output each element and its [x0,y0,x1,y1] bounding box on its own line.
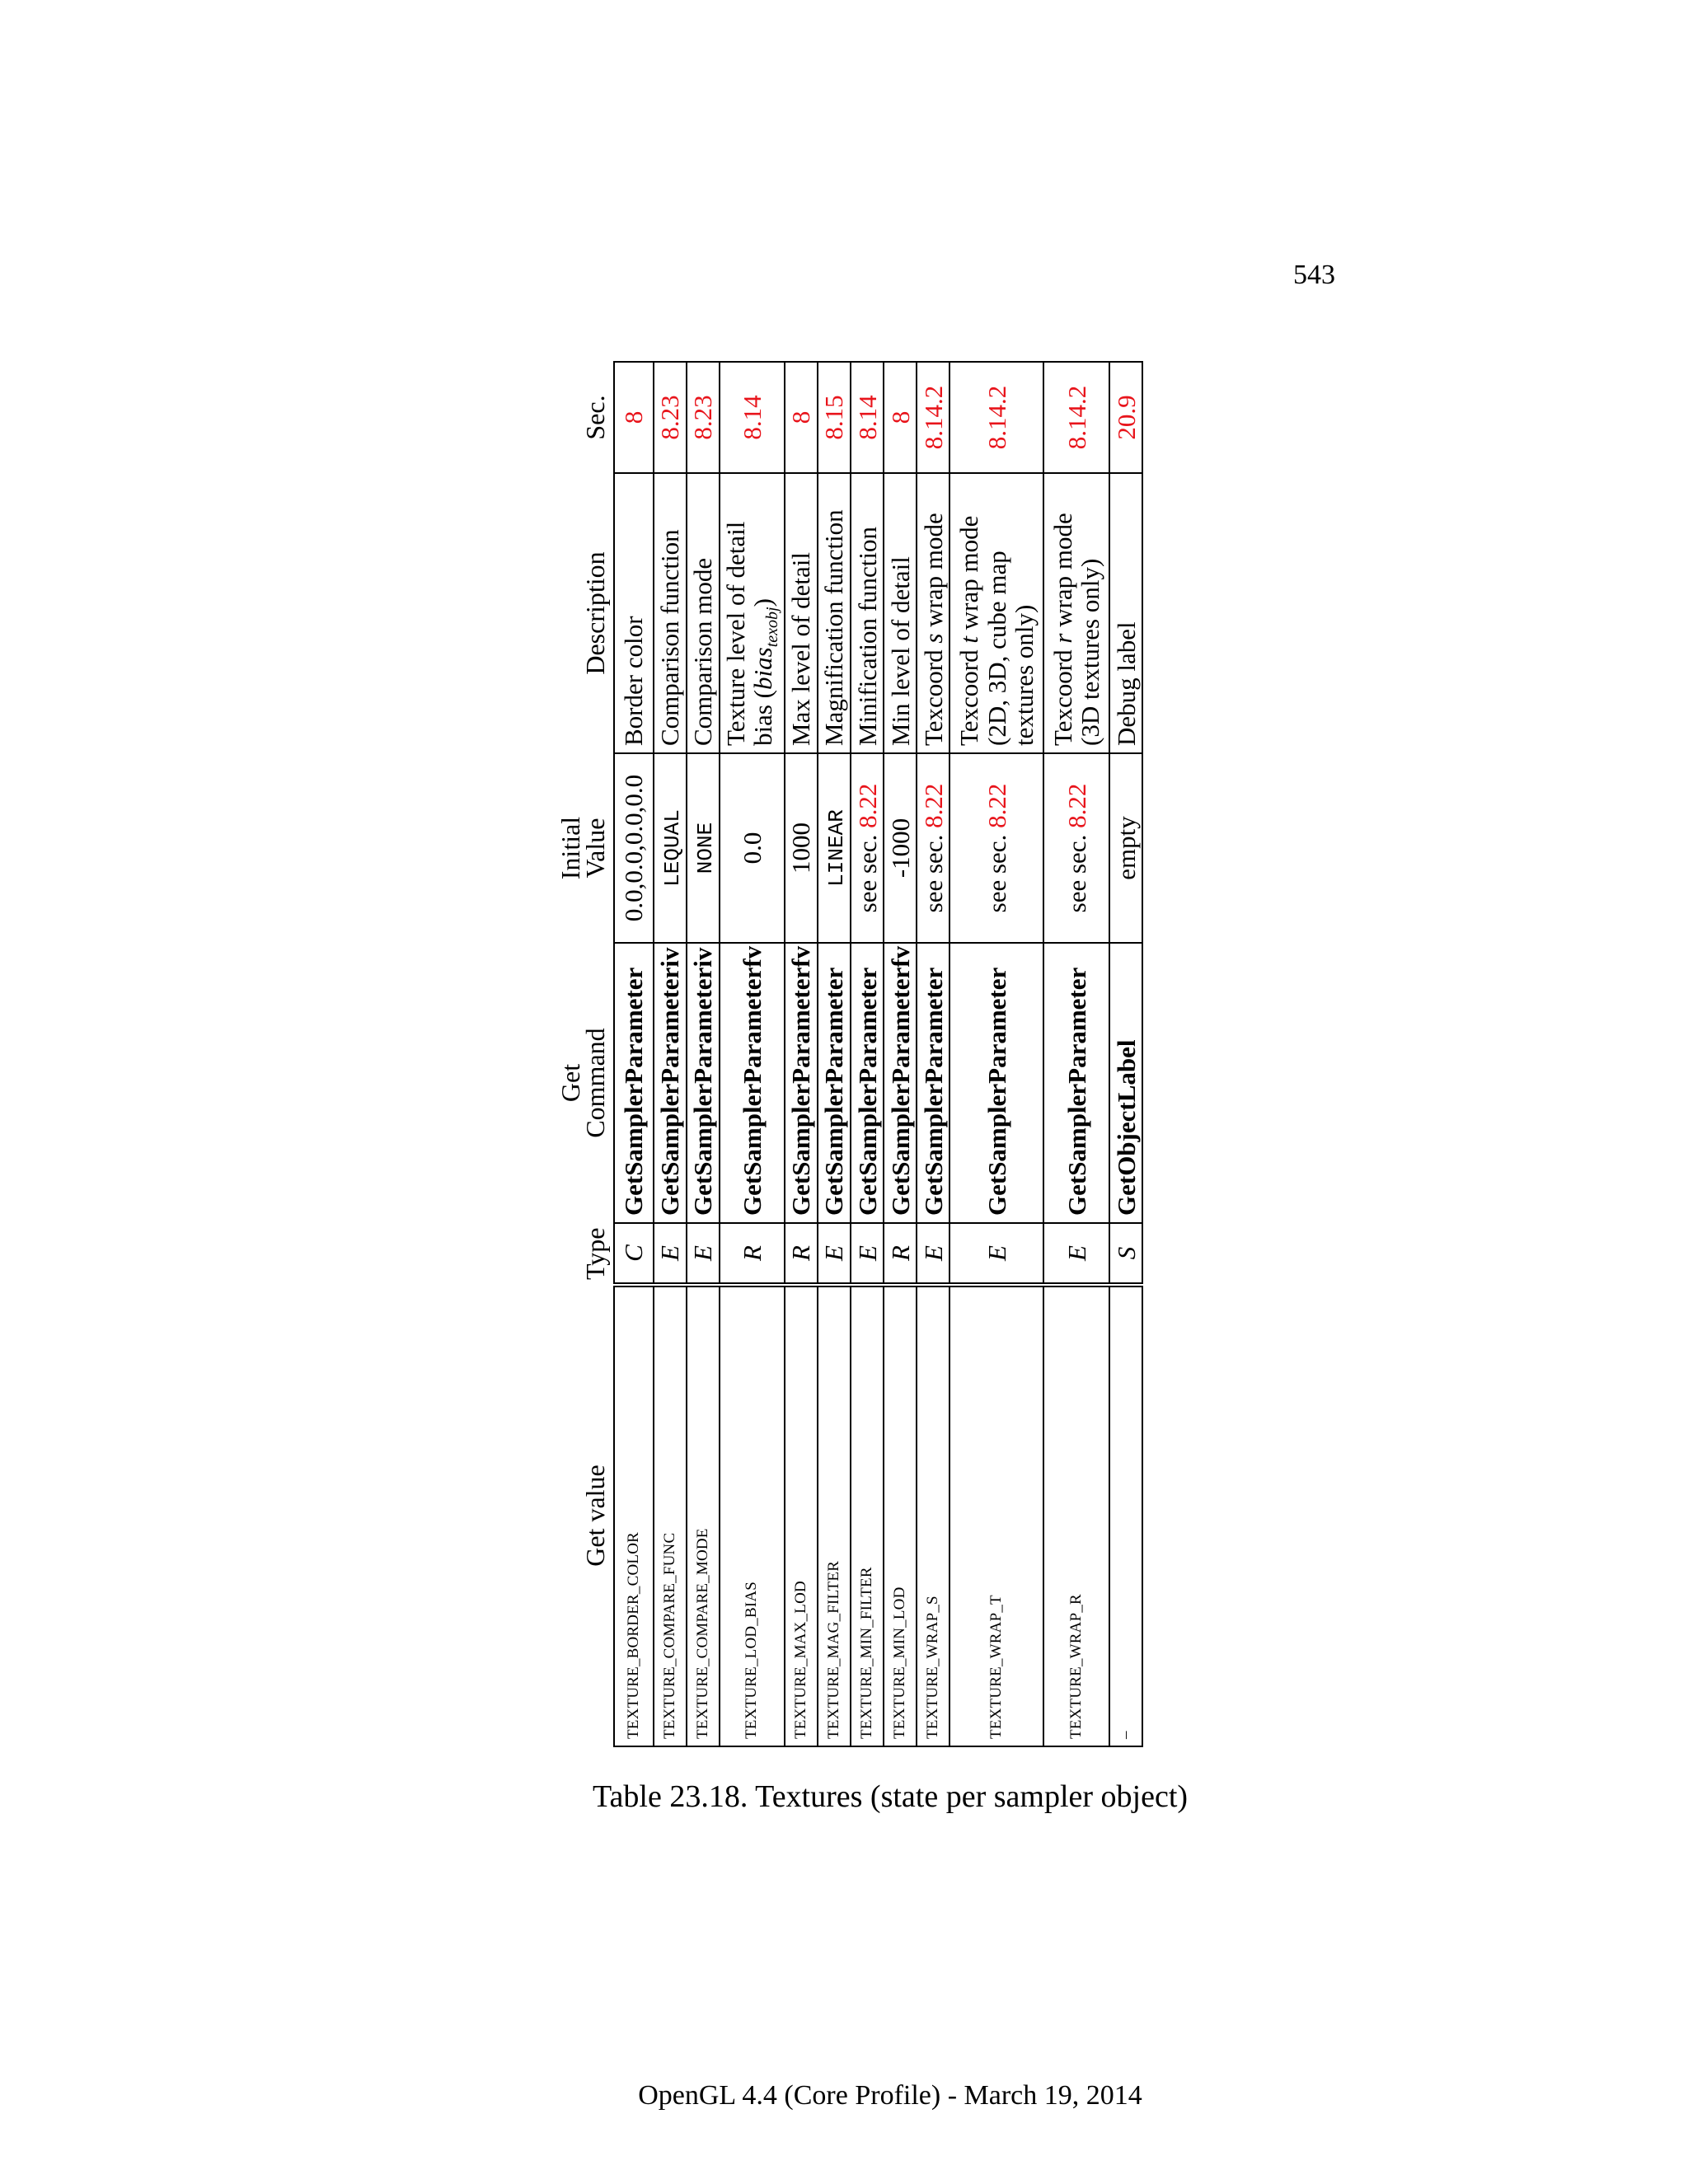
table-row [1109,362,1142,1746]
cell-sec-link[interactable]: 8 [614,362,654,473]
table-row [1043,362,1109,1746]
cell-sec-link[interactable]: 8 [785,362,818,473]
table-row [917,362,950,1746]
table-caption: Table 23.18. Textures (state per sampler object) [592,1779,1189,1814]
table-row [720,362,785,1746]
cell-type: R [720,1223,785,1285]
cell-initial-value: see sec. 8.22 [851,753,884,943]
cell-command: GetSamplerParameter [917,943,950,1223]
cell-initial-value: see sec. 8.22 [917,753,950,943]
cell-sec-link[interactable]: 8.23 [654,362,687,473]
cell-description: Min level of detail [884,473,917,753]
cell-description: Comparison function [654,473,687,753]
cell-initial-value: -1000 [884,753,917,943]
table-row [687,362,720,1746]
cell-type: E [687,1223,720,1285]
cell-command: GetSamplerParameter [851,943,884,1223]
table-row [950,362,1043,1746]
cell-description: Texcoord r wrap mode (3D textures only) [1043,473,1109,753]
header-sec: Sec. [580,395,611,440]
cell-sec-link[interactable]: 8 [884,362,917,473]
table-row [851,362,884,1746]
cell-type: E [1043,1223,1109,1285]
cell-type: C [614,1223,654,1285]
cell-initial-value: empty [1109,753,1142,943]
cell-description: Texcoord t wrap mode (2D, 3D, cube map textures only) [950,473,1043,753]
cell-get-value: – [1109,1285,1142,1746]
section-ref-link[interactable]: 8.22 [918,783,948,828]
cell-initial-value: 0.0 [720,753,785,943]
rotated-table-container [556,363,1141,1747]
cell-sec-link[interactable]: 8.14 [720,362,785,473]
section-ref-link[interactable]: 8.22 [1062,783,1091,828]
cell-command: GetSamplerParameter [614,943,654,1223]
cell-command: GetSamplerParameteriv [687,943,720,1223]
table-row [785,362,818,1746]
cell-description: Texcoord s wrap mode [917,473,950,753]
table-row [614,362,654,1746]
cell-type: E [818,1223,851,1285]
cell-type: E [950,1223,1043,1285]
cell-type: R [785,1223,818,1285]
cell-initial-value: see sec. 8.22 [1043,753,1109,943]
cell-description: Max level of detail [785,473,818,753]
cell-get-value: TEXTURE_BORDER_COLOR [614,1285,654,1746]
cell-get-value: TEXTURE_COMPARE_FUNC [654,1285,687,1746]
header-type: Type [580,1227,611,1280]
cell-command: GetSamplerParameter [1043,943,1109,1223]
cell-get-value: TEXTURE_LOD_BIAS [720,1285,785,1746]
header-initial-value: Initial Value [556,816,611,880]
cell-get-value: TEXTURE_WRAP_S [917,1285,950,1746]
cell-description: Texture level of detail bias (bias$_{texobj}$) [720,473,785,753]
cell-get-value: TEXTURE_WRAP_R [1043,1285,1109,1746]
cell-description: Magnification function [818,473,851,753]
cell-get-value: TEXTURE_COMPARE_MODE [687,1285,720,1746]
cell-initial-value: 1000 [785,753,818,943]
cell-command: GetSamplerParameteriv [654,943,687,1223]
page-number: 543 [1293,260,1335,290]
cell-sec-link[interactable]: 8.23 [687,362,720,473]
state-table [556,361,1143,1747]
cell-command: GetSamplerParameterfv [785,943,818,1223]
cell-sec-link[interactable]: 8.14.2 [950,362,1043,473]
cell-get-value: TEXTURE_MIN_FILTER [851,1285,884,1746]
cell-sec-link[interactable]: 8.14.2 [917,362,950,473]
cell-description: Comparison mode [687,473,720,753]
cell-initial-value: LEQUAL [654,753,687,943]
section-ref-link[interactable]: 8.22 [852,783,882,828]
cell-type: E [851,1223,884,1285]
table-row [654,362,687,1746]
cell-get-value: TEXTURE_WRAP_T [950,1285,1043,1746]
cell-get-value: TEXTURE_MIN_LOD [884,1285,917,1746]
cell-type: E [917,1223,950,1285]
section-ref-link[interactable]: 8.22 [982,783,1011,828]
cell-type: E [654,1223,687,1285]
cell-initial-value: NONE [687,753,720,943]
table-row [818,362,851,1746]
cell-description: Border color [614,473,654,753]
cell-description: Minification function [851,473,884,753]
cell-command: GetSamplerParameterfv [884,943,917,1223]
cell-sec-link[interactable]: 8.14 [851,362,884,473]
cell-initial-value: LINEAR [818,753,851,943]
cell-command: GetObjectLabel [1109,943,1142,1223]
cell-command: GetSamplerParameter [818,943,851,1223]
table-header-row [556,362,614,1746]
cell-sec-link[interactable]: 8.15 [818,362,851,473]
cell-type: S [1109,1223,1142,1285]
cell-sec-link[interactable]: 8.14.2 [1043,362,1109,473]
cell-initial-value: see sec. 8.22 [950,753,1043,943]
cell-description: Debug label [1109,473,1142,753]
cell-command: GetSamplerParameterfv [720,943,785,1223]
cell-get-value: TEXTURE_MAG_FILTER [818,1285,851,1746]
header-description: Description [580,551,611,675]
page-footer: OpenGL 4.4 (Core Profile) - March 19, 2014 [638,2080,1142,2111]
cell-initial-value: 0.0,0.0,0.0,0.0 [614,753,654,943]
table-row [884,362,917,1746]
cell-type: R [884,1223,917,1285]
cell-sec-link[interactable]: 20.9 [1109,362,1142,473]
cell-get-value: TEXTURE_MAX_LOD [785,1285,818,1746]
cell-command: GetSamplerParameter [950,943,1043,1223]
header-command: Get Command [556,1028,611,1138]
header-get-value: Get value [580,1465,611,1567]
